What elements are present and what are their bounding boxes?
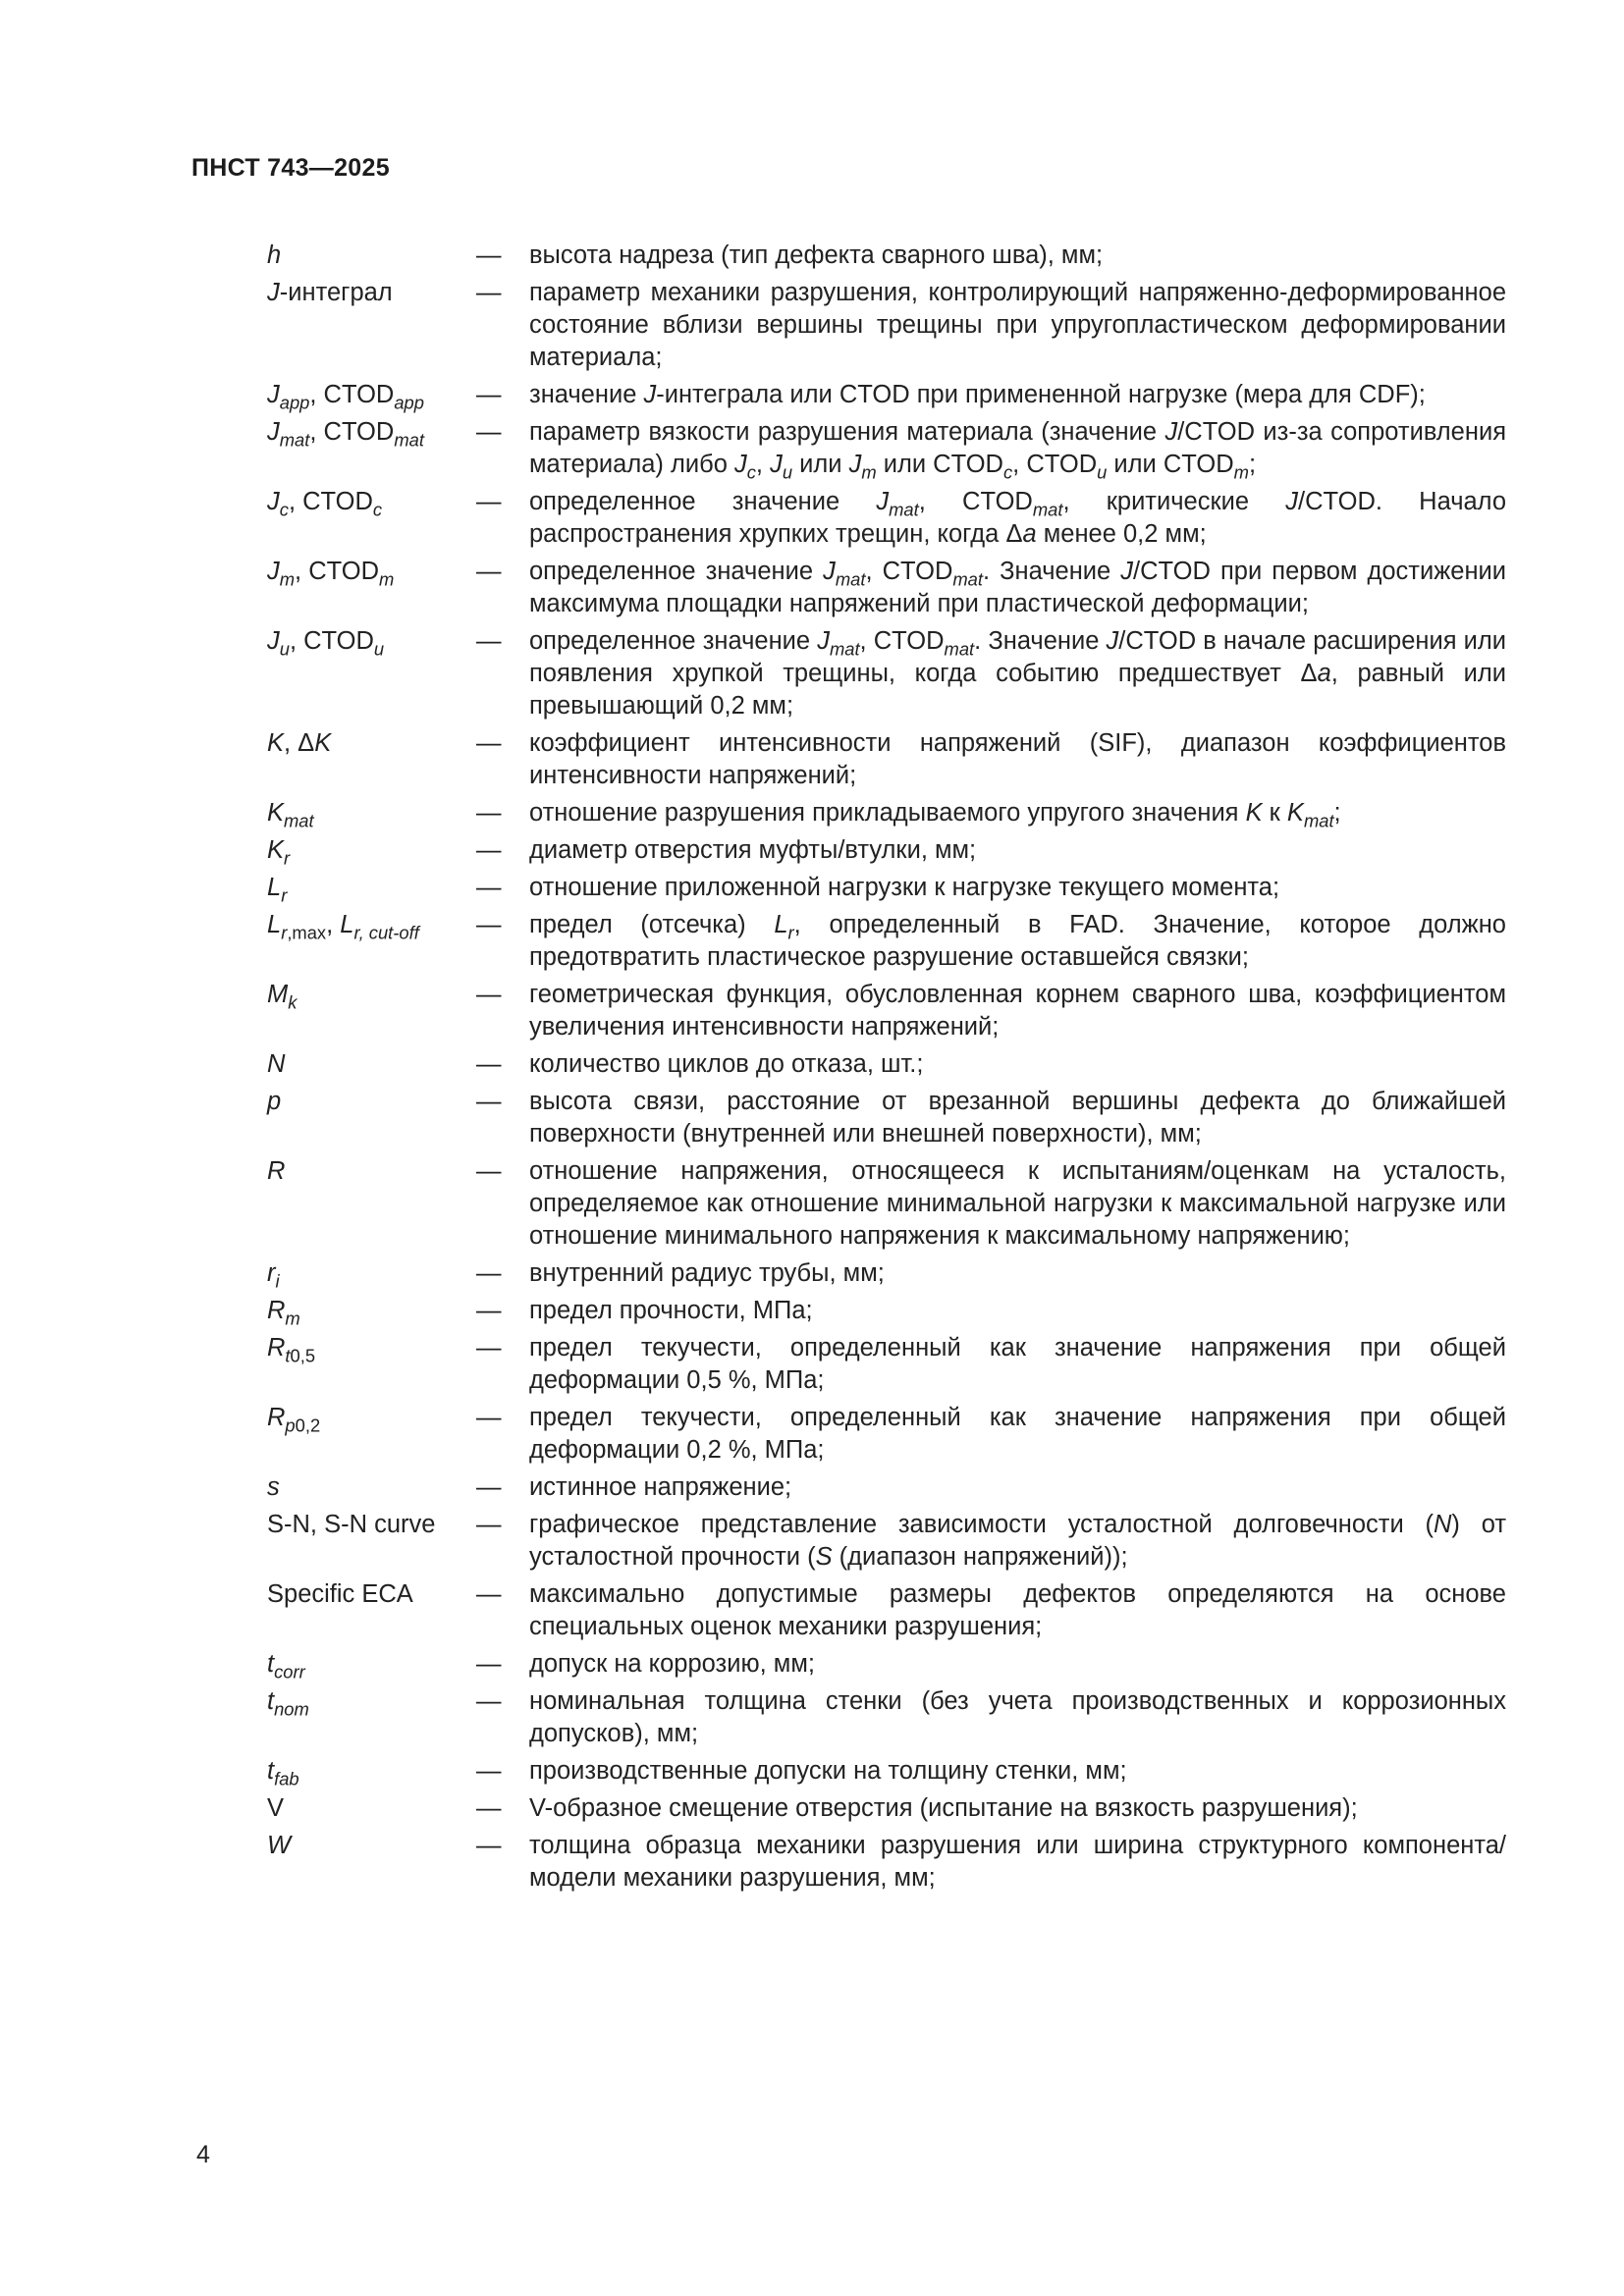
definition-text: истинное напряжение; (529, 1473, 792, 1501)
symbol-specific-eca: Specific ECA (267, 1580, 413, 1608)
definition-row-j-m (267, 556, 1506, 620)
definition-text: максимально допустимые размеры дефектов определяются на основе специальных оценок механики разрушения; (529, 1580, 1506, 1640)
definition-row-specific-eca (267, 1578, 1506, 1643)
symbol-p: p (267, 1088, 282, 1115)
symbol-j-integral: J-интеграл (267, 279, 393, 306)
definition-text: высота связи, расстояние от врезанной вершины дефекта до ближайшей поверхности (внутренней или внешней поверхности), мм; (529, 1088, 1506, 1148)
definition-text: геометрическая функция, обусловленная корнем сварного шва, коэффициентом увеличения интенсивности напряжений; (529, 981, 1506, 1041)
definition-dash: — (476, 981, 502, 1008)
definition-text: предел текучести, определенный как значение напряжения при общей деформации 0,5 %, МПа; (529, 1334, 1506, 1394)
definition-dash: — (476, 1511, 502, 1538)
symbol-t-fab: $t_{fab}$ (267, 1757, 299, 1789)
definition-row-r-p02 (267, 1402, 1506, 1467)
definition-row-l-r (267, 872, 1506, 904)
symbol-r-p02: $R_{p0,2}$ (267, 1404, 321, 1436)
symbol-r: R (267, 1157, 286, 1185)
definition-row-r (267, 1155, 1506, 1253)
definition-dash: — (476, 729, 502, 757)
symbol-s-n-curve: S-N, S-N curve (267, 1511, 436, 1538)
definition-dash: — (476, 1259, 502, 1287)
definition-text: значение J-интеграла или CTOD при примененной нагрузке (мера для CDF); (529, 381, 1426, 408)
definition-text: диаметр отверстия муфты/втулки, мм; (529, 836, 977, 864)
definition-text: параметр вязкости разрушения материала (значение J/CTOD из-за сопротивления материала) либо $J_c$, $J_u$ или $J_m$ или $CTOD_c$, $CTOD_u$ или $CTOD_m$; (529, 418, 1507, 483)
definition-text: предел прочности, МПа; (529, 1297, 813, 1324)
definition-text: определенное значение $J_{mat}$, $CTOD_{mat}$, критические J/CTOD. Начало распространения хрупких трещин, когда Δa менее 0,2 мм; (529, 488, 1507, 548)
definition-row-j-u (267, 625, 1506, 722)
definition-text: внутренний радиус трубы, мм; (529, 1259, 885, 1287)
symbol-s: s (267, 1473, 280, 1501)
definition-row-m-k (267, 979, 1506, 1043)
definition-dash: — (476, 1757, 502, 1785)
definition-row-k-r (267, 834, 1506, 867)
symbol-v: V (267, 1794, 285, 1822)
definition-row-r-t05 (267, 1332, 1506, 1397)
definition-row-k (267, 727, 1506, 792)
symbol-m-k: $M_k$ (267, 981, 298, 1013)
definition-dash: — (476, 1404, 502, 1431)
definition-dash: — (476, 627, 502, 655)
definition-text: предел текучести, определенный как значение напряжения при общей деформации 0,2 %, МПа; (529, 1404, 1506, 1464)
definition-text: отношение напряжения, относящееся к испытаниям/оценкам на усталость, определяемое как отношение минимальной нагрузки к максимальной нагрузке или отношение минимального напряжения к максимальному напряжению; (529, 1157, 1506, 1250)
symbol-l-r-max: $L_{r,max}$, $L_{r, cut-off}$ (267, 911, 419, 943)
definition-dash: — (476, 1088, 502, 1115)
definition-dash: — (476, 1297, 502, 1324)
definition-dash: — (476, 1050, 502, 1078)
definition-dash: — (476, 488, 502, 515)
definition-row-l-r-max (267, 909, 1506, 974)
definition-dash: — (476, 418, 502, 446)
definition-dash: — (476, 1832, 502, 1859)
definition-row-w (267, 1830, 1506, 1895)
definition-row-k-mat (267, 797, 1506, 829)
definition-row-p (267, 1086, 1506, 1150)
symbol-r-m: $R_m$ (267, 1297, 300, 1329)
definition-row-j-integral (267, 277, 1506, 374)
definition-dash: — (476, 558, 502, 585)
definition-dash: — (476, 1580, 502, 1608)
symbol-r-t05: $R_{t0,5}$ (267, 1334, 316, 1366)
symbol-j-m: $J_m$, $CTOD_m$ (267, 558, 395, 590)
definition-row-j-mat (267, 416, 1506, 481)
symbol-j-u: $J_u$, $CTOD_u$ (267, 627, 385, 660)
definition-text: V-образное смещение отверстия (испытание на вязкость разрушения); (529, 1794, 1358, 1822)
definition-text: допуск на коррозию, мм; (529, 1650, 815, 1678)
document-code-header: ПНСТ 743—2025 (191, 154, 390, 182)
definition-dash: — (476, 279, 502, 306)
definition-text: параметр механики разрушения, контролирующий напряженно-деформированное состояние вблизи вершины трещины при упругопластическом деформировании материала; (529, 279, 1506, 371)
definition-row-j-app (267, 379, 1506, 411)
symbol-w: W (267, 1832, 292, 1859)
definition-row-t-nom (267, 1685, 1506, 1750)
definition-dash: — (476, 1687, 502, 1715)
definition-text: количество циклов до отказа, шт.; (529, 1050, 924, 1078)
symbol-l-r: $L_r$ (267, 874, 288, 906)
definition-text: номинальная толщина стенки (без учета производственных и коррозионных допусков), мм; (529, 1687, 1506, 1747)
definition-text: определенное значение $J_{mat}$, $CTOD_{mat}$. Значение J/CTOD в начале расширения или появления хрупкой трещины, когда событию предшествует Δa, равный или превышающий 0,2 мм; (529, 627, 1507, 720)
symbol-j-mat: $J_{mat}$, $CTOD_{mat}$ (267, 418, 424, 451)
definition-dash: — (476, 1334, 502, 1362)
definition-dash: — (476, 799, 502, 827)
symbol-n: N (267, 1050, 286, 1078)
symbol-j-app: $J_{app}$, $CTOD_{app}$ (267, 381, 424, 413)
definition-row-h (267, 240, 1506, 272)
symbol-k: K, ΔK (267, 729, 332, 757)
symbol-k-r: $K_r$ (267, 836, 291, 869)
symbol-t-nom: $t_{nom}$ (267, 1687, 309, 1720)
definition-dash: — (476, 1473, 502, 1501)
definition-row-n (267, 1048, 1506, 1081)
definition-dash: — (476, 241, 502, 269)
definition-dash: — (476, 1794, 502, 1822)
definition-row-t-fab (267, 1755, 1506, 1788)
definition-dash: — (476, 1157, 502, 1185)
definition-row-j-c (267, 486, 1506, 551)
definition-text: высота надреза (тип дефекта сварного шва), мм; (529, 241, 1104, 269)
symbol-h: h (267, 241, 282, 269)
definition-dash: — (476, 874, 502, 901)
definition-text: производственные допуски на толщину стенки, мм; (529, 1757, 1127, 1785)
definition-text: коэффициент интенсивности напряжений (SIF), диапазон коэффициентов интенсивности напряжений; (529, 729, 1506, 789)
definition-row-s (267, 1471, 1506, 1504)
symbol-t-corr: $t_{corr}$ (267, 1650, 305, 1682)
symbol-j-c: $J_c$, $CTOD_c$ (267, 488, 383, 520)
definition-row-v (267, 1792, 1506, 1825)
definition-text: отношение приложенной нагрузки к нагрузке текущего момента; (529, 874, 1280, 901)
definition-dash: — (476, 836, 502, 864)
definition-row-s-n-curve (267, 1509, 1506, 1574)
definition-dash: — (476, 381, 502, 408)
definition-text: графическое представление зависимости усталостной долговечности (N) от усталостной прочности (S (диапазон напряжений)); (529, 1511, 1506, 1571)
definition-row-t-corr (267, 1648, 1506, 1681)
symbol-r-i: $r_i$ (267, 1259, 280, 1292)
symbol-k-mat: $K_{mat}$ (267, 799, 314, 831)
symbols-definitions-list (267, 240, 1506, 1899)
definition-row-r-m (267, 1295, 1506, 1327)
page-number: 4 (196, 2141, 210, 2168)
definition-text: предел (отсечка) $L_r$, определенный в FAD. Значение, которое должно предотвратить пластическое разрушение оставшейся связки; (529, 911, 1506, 971)
definition-text: отношение разрушения прикладываемого упругого значения K к $K_{mat}$; (529, 799, 1341, 831)
definition-dash: — (476, 911, 502, 938)
definition-text: толщина образца механики разрушения или ширина структурного компонента/модели механики разрушения, мм; (529, 1832, 1506, 1892)
definition-dash: — (476, 1650, 502, 1678)
definition-text: определенное значение $J_{mat}$, $CTOD_{mat}$. Значение J/CTOD при первом достижении максимума площадки напряжений при пластической деформации; (529, 558, 1507, 617)
definition-row-r-i (267, 1257, 1506, 1290)
